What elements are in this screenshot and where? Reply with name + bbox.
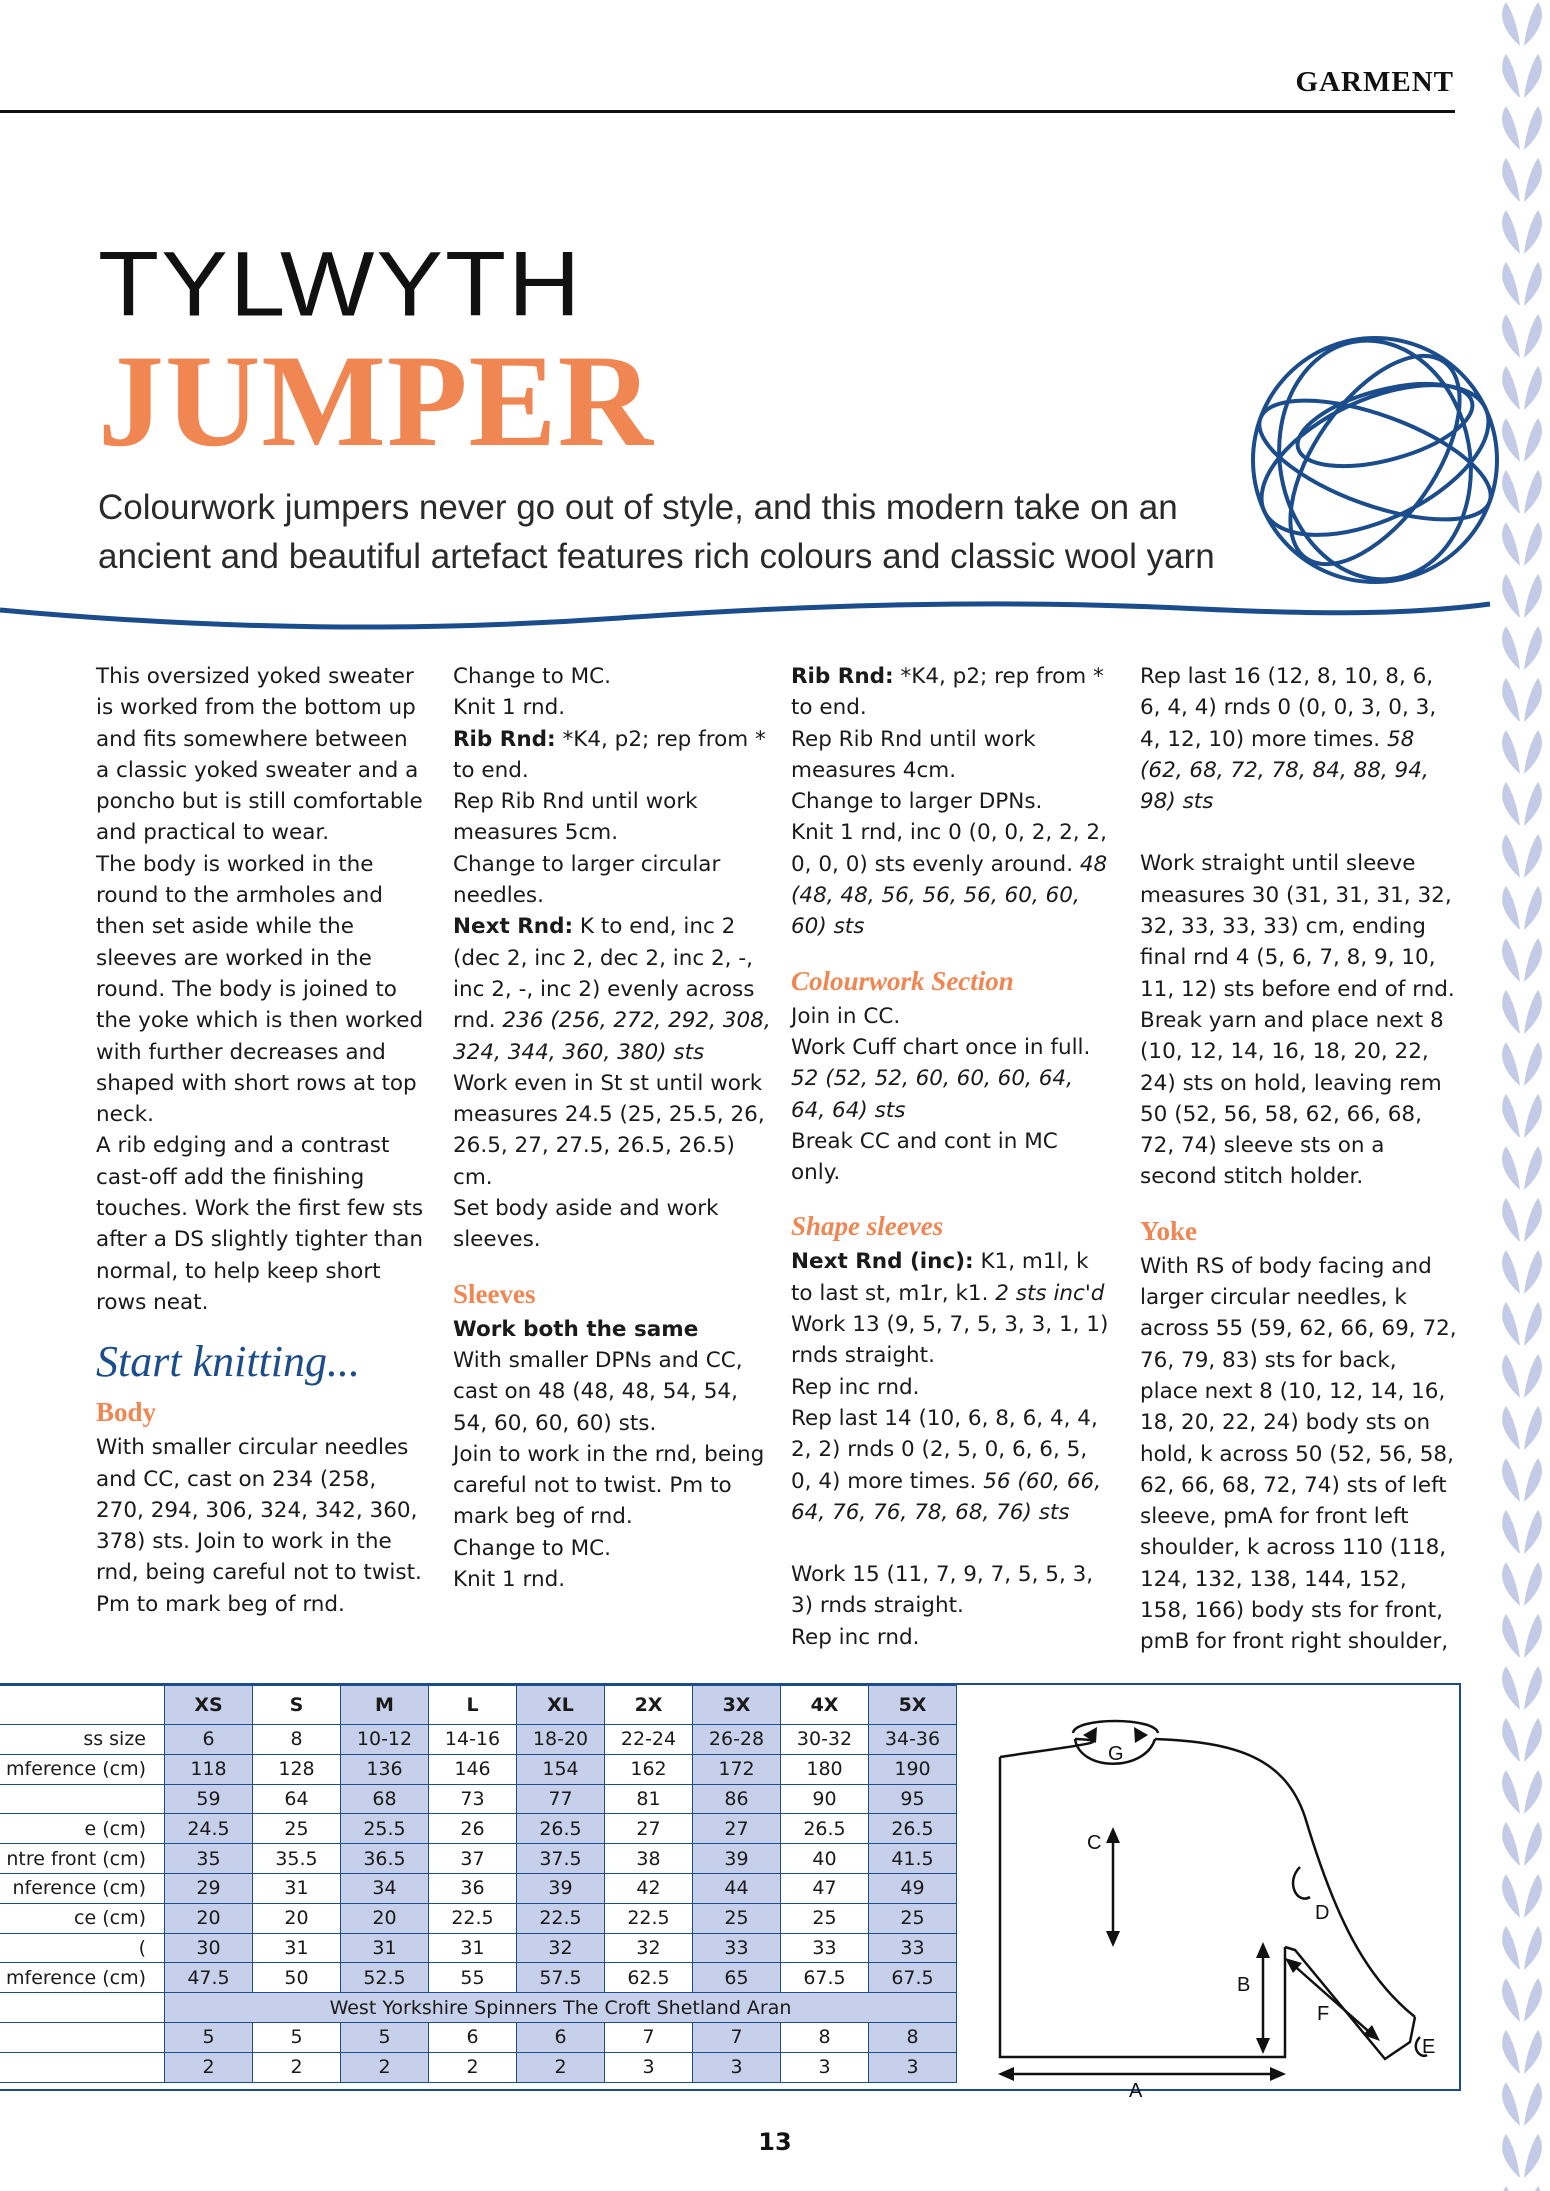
arrowhead-b-top: [1256, 1942, 1270, 1958]
sleeves-rib-label: Rib Rnd:: [791, 664, 894, 689]
standfirst-line-2: ancient and beautiful artefact features rich colours and classic wool yarn: [98, 537, 1215, 576]
standfirst-line-1: Colourwork jumpers never go out of style, and this modern take on an: [98, 488, 1178, 527]
row-label-cell: [0, 1933, 165, 1963]
size-header-row: [0, 1686, 957, 1725]
size-value-cell: 3: [605, 2052, 693, 2082]
row-label-cell: [0, 1725, 165, 1755]
size-value-cell: 31: [341, 1933, 429, 1963]
size-value-cell: 2: [253, 2052, 341, 2082]
column-1: [96, 661, 426, 1620]
shape-sleeves-rep-last-14-text: Rep last 14 (10, 6, 8, 6, 4, 4, 2, 2) rnds 0 (2, 5, 0, 6, 6, 5, 0, 4) more times.: [791, 1405, 1098, 1494]
size-value-cell: 8: [869, 2022, 957, 2052]
wave-divider: [0, 560, 1490, 640]
size-value-cell: 26.5: [869, 1814, 957, 1844]
size-value-cell: 136: [341, 1754, 429, 1784]
shape-sleeves-break-yarn: Break yarn and place next 8 (10, 12, 14, 16, 18, 20, 22, 24) sts on hold, leaving rem 50 (52, 56, 58, 62, 66, 68, 72, 74) sleeve sts on a second stitch holder.: [1140, 1007, 1444, 1190]
size-value-cell: 52.5: [341, 1963, 429, 1993]
size-value-cell: 38: [605, 1844, 693, 1874]
size-value-cell: 42: [605, 1873, 693, 1903]
sleeves-heading: Sleeves: [453, 1278, 536, 1309]
shape-sleeves-rep-inc-1: Rep inc rnd.: [791, 1374, 920, 1400]
size-value-cell: 2: [341, 2052, 429, 2082]
size-header-cell: S: [253, 1686, 341, 1725]
diagram-label-d: D: [1315, 1902, 1330, 1924]
size-table-row: [0, 1844, 957, 1874]
body-rib-text: *K4, p2; rep from * to end.: [453, 726, 766, 783]
size-value-cell: 31: [253, 1873, 341, 1903]
size-table-row: [0, 1873, 957, 1903]
size-value-cell: 5: [341, 2022, 429, 2052]
size-table-row: [0, 1784, 957, 1814]
size-value-cell: 25: [869, 1903, 957, 1933]
size-value-cell: 6: [517, 2022, 605, 2052]
body-next-label: Next Rnd:: [453, 914, 574, 940]
size-value-cell: 2: [165, 2052, 253, 2082]
size-value-cell: 31: [253, 1933, 341, 1963]
sleeves-rib-rnd: [791, 661, 1111, 724]
sleeves-rep-rib: Rep Rib Rnd until work measures 4cm.: [791, 726, 1036, 783]
diagram-label-c: C: [1087, 1832, 1102, 1854]
row-label-cell: [0, 1754, 165, 1784]
size-value-cell: 33: [869, 1933, 957, 1963]
shape-sleeves-inc: [791, 1246, 1111, 1309]
start-knitting-heading: Start knitting...: [96, 1337, 360, 1387]
size-value-cell: 172: [693, 1754, 781, 1784]
body-rib-rnd: [453, 724, 773, 787]
size-value-cell: 118: [165, 1754, 253, 1784]
shape-sleeves-rep-last-16-count: 58 (62, 68, 72, 78, 84, 88, 94, 98) sts: [1140, 726, 1429, 815]
size-value-cell: 34: [341, 1873, 429, 1903]
size-value-cell: 18-20: [517, 1725, 605, 1755]
sleeves-knit-inc-text: Knit 1 rnd, inc 0 (0, 0, 2, 2, 2, 0, 0, 0) sts evenly around.: [791, 820, 1107, 877]
row-label: mference (cm): [6, 1758, 146, 1781]
size-header-cell: XL: [517, 1686, 605, 1725]
shape-sleeves-rep-last-14: [791, 1403, 1111, 1528]
size-value-cell: 68: [341, 1784, 429, 1814]
arrowhead-b-bottom: [1256, 2038, 1270, 2054]
column-4: [1140, 661, 1460, 1658]
arrowhead-g-right: [1134, 1727, 1148, 1743]
size-value-cell: 162: [605, 1754, 693, 1784]
size-value-cell: 14-16: [429, 1725, 517, 1755]
size-table-row: [0, 1963, 957, 1993]
size-value-cell: 62.5: [605, 1963, 693, 1993]
size-value-cell: 27: [605, 1814, 693, 1844]
garment-schematic: [965, 1687, 1459, 2102]
colourwork-join: Join in CC.: [791, 1003, 901, 1029]
size-value-cell: 44: [693, 1873, 781, 1903]
size-value-cell: 31: [429, 1933, 517, 1963]
size-value-cell: 2: [517, 2052, 605, 2082]
body-knit-rnd: Knit 1 rnd.: [453, 695, 566, 721]
size-value-cell: 90: [781, 1784, 869, 1814]
size-value-cell: 154: [517, 1754, 605, 1784]
title-line-2: JUMPER: [98, 327, 654, 474]
body-change-needles: Change to larger circular needles.: [453, 851, 721, 909]
yoke-paragraph: With RS of body facing and larger circular needles, k across 55 (59, 62, 66, 69, 72, 76, 79, 83) sts for back, place next 8 (10, 12, 14, 16, 18, 20, 22, 24) body sts on hold, k across 50 (52, 56, 58, 62, 66, 68, 72, 74) sts of left sleeve, pmA for front left shoulder, k across 110 (118, 124, 132, 138, 144, 152, 158, 166) body sts for front, pmB for front right shoulder,: [1140, 1253, 1457, 1655]
arrowhead-a-left: [998, 2067, 1014, 2081]
colourwork-chart: Work Cuff chart once in full.: [791, 1034, 1091, 1060]
shape-sleeves-work-15: Work 15 (11, 7, 9, 7, 5, 5, 3, 3) rnds straight.: [791, 1562, 1094, 1619]
diagram-label-f: F: [1317, 2003, 1330, 2025]
sleeves-join: Join to work in the rnd, being careful not to twist. Pm to mark beg of rnd.: [453, 1441, 765, 1530]
shape-sleeves-inc-text: K1, m1l, k to last st, m1r, k1.: [791, 1249, 1089, 1306]
colourwork-break: Break CC and cont in MC only.: [791, 1128, 1058, 1186]
size-value-cell: 26-28: [693, 1725, 781, 1755]
size-value-cell: 40: [781, 1844, 869, 1874]
row-label-cell: [0, 1844, 165, 1874]
size-value-cell: 47.5: [165, 1963, 253, 1993]
size-value-cell: 3: [869, 2052, 957, 2082]
body-work-even: Work even in St st until work measures 24.5 (25, 25.5, 26, 26.5, 27, 27.5, 26.5, 26.5) cm.: [453, 1070, 765, 1190]
size-value-cell: 26.5: [517, 1814, 605, 1844]
sleeves-subheading: Work both the same: [453, 1316, 699, 1342]
size-value-cell: 39: [517, 1873, 605, 1903]
intro-paragraph-2: The body is worked in the round to the armholes and then set aside while the sleeves are worked in the round. The body is joined to the yoke which is then worked with further decreases and shaped with short rows at top neck.: [96, 851, 424, 1128]
size-header-cell: L: [429, 1686, 517, 1725]
size-value-cell: 27: [693, 1814, 781, 1844]
size-value-cell: 25.5: [341, 1814, 429, 1844]
shape-sleeves-inc-count: 2 sts inc'd: [995, 1280, 1105, 1306]
row-label-cell: [0, 2052, 165, 2082]
size-header-cell: 5X: [869, 1686, 957, 1725]
size-value-cell: 20: [341, 1903, 429, 1933]
section-label: GARMENT: [1295, 66, 1454, 98]
size-table-row: [0, 2052, 957, 2082]
size-value-cell: 65: [693, 1963, 781, 1993]
size-value-cell: 22-24: [605, 1725, 693, 1755]
size-header-cell: 2X: [605, 1686, 693, 1725]
size-table-row: [0, 1754, 957, 1784]
title-line-1: TYLWYTH: [98, 232, 583, 336]
size-value-cell: 95: [869, 1784, 957, 1814]
size-value-cell: 55: [429, 1963, 517, 1993]
size-value-cell: 50: [253, 1963, 341, 1993]
sleeves-change-mc: Change to MC.: [453, 1535, 611, 1561]
size-value-cell: 64: [253, 1784, 341, 1814]
size-header-cell: XS: [165, 1686, 253, 1725]
diagram-label-b: B: [1237, 1974, 1251, 1996]
size-table-row: [0, 1725, 957, 1755]
size-value-cell: 67.5: [781, 1963, 869, 1993]
yoke-heading: Yoke: [1140, 1215, 1198, 1246]
size-value-cell: 32: [517, 1933, 605, 1963]
size-value-cell: 6: [165, 1725, 253, 1755]
arrowhead-c-top: [1106, 1827, 1120, 1843]
size-value-cell: 5: [253, 2022, 341, 2052]
size-value-cell: 25: [253, 1814, 341, 1844]
size-value-cell: 49: [869, 1873, 957, 1903]
shape-sleeves-work-straight: Work straight until sleeve measures 30 (31, 31, 31, 32, 32, 33, 33, 33) cm, ending final rnd 4 (5, 6, 7, 8, 9, 10, 11, 12) sts before end of rnd.: [1140, 851, 1455, 1002]
size-value-cell: 81: [605, 1784, 693, 1814]
size-value-cell: 59: [165, 1784, 253, 1814]
body-next-text: K to end, inc 2 (dec 2, inc 2, dec 2, inc 2, -, inc 2, -, inc 2) evenly across rnd.: [453, 914, 755, 1034]
size-value-cell: 39: [693, 1844, 781, 1874]
arrowhead-c-bottom: [1106, 1931, 1120, 1947]
row-label: nference (cm): [12, 1877, 146, 1900]
row-label: mference (cm): [6, 1966, 146, 1989]
shape-sleeves-rep-inc-2: Rep inc rnd.: [791, 1624, 920, 1650]
size-value-cell: 20: [165, 1903, 253, 1933]
row-label-cell: [0, 1814, 165, 1844]
size-value-cell: 7: [605, 2022, 693, 2052]
shape-sleeves-work-13: Work 13 (9, 5, 7, 5, 3, 3, 1, 1) rnds straight.: [791, 1312, 1109, 1369]
row-label: ss size: [83, 1728, 146, 1751]
size-value-cell: 37.5: [517, 1844, 605, 1874]
yarn-label-blank: [0, 1993, 165, 2023]
size-value-cell: 6: [429, 2022, 517, 2052]
sleeves-cast-on: With smaller DPNs and CC, cast on 48 (48, 48, 54, 54, 54, 60, 60, 60) sts.: [453, 1347, 743, 1436]
neck-arc-g: [1073, 1721, 1158, 1733]
body-next-rnd: [453, 911, 773, 1067]
size-value-cell: 22.5: [517, 1903, 605, 1933]
size-value-cell: 3: [781, 2052, 869, 2082]
size-value-cell: 73: [429, 1784, 517, 1814]
size-header-blank: [0, 1686, 165, 1725]
body-rep-rib: Rep Rib Rnd until work measures 5cm.: [453, 789, 698, 846]
row-label: ): [138, 1936, 146, 1959]
row-label-cell: [0, 2022, 165, 2052]
size-table: [0, 1685, 957, 2083]
colourwork-count: 52 (52, 52, 60, 60, 60, 64, 64, 64) sts: [791, 1066, 1073, 1123]
shape-sleeves-rep-last-14-count: 56 (60, 66, 64, 76, 76, 78, 68, 76) sts: [791, 1468, 1102, 1525]
size-value-cell: 5: [165, 2022, 253, 2052]
size-header-cell: 4X: [781, 1686, 869, 1725]
size-value-cell: 2: [429, 2052, 517, 2082]
size-value-cell: 25: [693, 1903, 781, 1933]
size-value-cell: 29: [165, 1873, 253, 1903]
sleeves-rib-text: *K4, p2; rep from * to end.: [791, 664, 1104, 721]
row-label: ce (cm): [74, 1907, 146, 1930]
yarn-row: [0, 1993, 957, 2023]
body-rib-label: Rib Rnd:: [453, 726, 556, 752]
body-set-aside: Set body aside and work sleeves.: [453, 1196, 719, 1253]
size-header-cell: M: [341, 1686, 429, 1725]
row-label-cell: [0, 1784, 165, 1814]
size-value-cell: 36.5: [341, 1844, 429, 1874]
page-number: 13: [758, 2128, 792, 2156]
arrow-f: [1290, 1962, 1375, 2037]
size-value-cell: 32: [605, 1933, 693, 1963]
size-value-cell: 30: [165, 1933, 253, 1963]
size-value-cell: 26: [429, 1814, 517, 1844]
size-table-row: [0, 1933, 957, 1963]
arrowhead-a-right: [1270, 2067, 1286, 2081]
body-change-mc: Change to MC.: [453, 664, 611, 689]
size-value-cell: 35.5: [253, 1844, 341, 1874]
size-value-cell: 33: [781, 1933, 869, 1963]
size-value-cell: 25: [781, 1903, 869, 1933]
size-value-cell: 22.5: [605, 1903, 693, 1933]
row-label-cell: [0, 1873, 165, 1903]
size-value-cell: 180: [781, 1754, 869, 1784]
body-heading: Body: [96, 1397, 157, 1428]
size-value-cell: 77: [517, 1784, 605, 1814]
diagram-label-g: G: [1108, 1743, 1124, 1765]
size-value-cell: 7: [693, 2022, 781, 2052]
size-value-cell: 26.5: [781, 1814, 869, 1844]
row-label: e (cm): [84, 1817, 146, 1840]
yarn-name: West Yorkshire Spinners The Croft Shetland Aran: [165, 1993, 957, 2023]
size-value-cell: 35: [165, 1844, 253, 1874]
body-cast-on: With smaller circular needles and CC, cast on 234 (258, 270, 294, 306, 324, 342, 360, 378) sts. Join to work in the rnd, being careful not to twist. Pm to mark beg of rnd.: [96, 1435, 422, 1617]
colourwork-heading: Colourwork Section: [791, 965, 1014, 996]
sleeves-knit-rnd: Knit 1 rnd.: [453, 1567, 566, 1593]
intro-paragraph-1: This oversized yoked sweater is worked from the bottom up and fits somewhere between a classic yoked sweater and a poncho but is still comfortable and practical to wear.: [96, 664, 423, 846]
size-value-cell: 30-32: [781, 1725, 869, 1755]
header-rule: [0, 110, 1455, 113]
size-value-cell: 67.5: [869, 1963, 957, 1993]
size-value-cell: 146: [429, 1754, 517, 1784]
intro-paragraph-3: A rib edging and a contrast cast-off add the finishing touches. Work the first few sts after a DS slightly tighter than normal, to help keep short rows neat.: [96, 1133, 424, 1315]
shape-sleeves-rep-last-16: [1140, 661, 1460, 817]
arrow-d-arc: [1293, 1867, 1310, 1899]
column-2: [453, 661, 773, 1595]
row-label-cell: [0, 1903, 165, 1933]
shape-sleeves-inc-label: Next Rnd (inc):: [791, 1249, 974, 1275]
diagram-label-a: A: [1129, 2080, 1143, 2102]
size-value-cell: 41.5: [869, 1844, 957, 1874]
sleeve-outline: [1285, 1947, 1415, 2059]
size-value-cell: 37: [429, 1844, 517, 1874]
size-table-row: [0, 1903, 957, 1933]
size-table-row: [0, 1814, 957, 1844]
column-3: [791, 661, 1111, 1653]
size-value-cell: 36: [429, 1873, 517, 1903]
size-table-row: [0, 2022, 957, 2052]
size-value-cell: 86: [693, 1784, 781, 1814]
body-outline: [1000, 1757, 1285, 2057]
size-header-cell: 3X: [693, 1686, 781, 1725]
size-value-cell: 3: [693, 2052, 781, 2082]
sleeves-knit-inc: [791, 817, 1111, 942]
sleeves-knit-inc-count: 48 (48, 48, 56, 56, 56, 60, 60, 60) sts: [791, 851, 1108, 940]
size-value-cell: 10-12: [341, 1725, 429, 1755]
shape-sleeves-heading: Shape sleeves: [791, 1211, 944, 1242]
size-value-cell: 8: [253, 1725, 341, 1755]
size-value-cell: 8: [781, 2022, 869, 2052]
row-label: ntre front (cm): [6, 1847, 146, 1870]
size-value-cell: 20: [253, 1903, 341, 1933]
size-value-cell: 57.5: [517, 1963, 605, 1993]
size-value-cell: 22.5: [429, 1903, 517, 1933]
size-value-cell: 128: [253, 1754, 341, 1784]
size-value-cell: 190: [869, 1754, 957, 1784]
diagram-label-e: E: [1422, 2036, 1436, 2058]
size-value-cell: 34-36: [869, 1725, 957, 1755]
sleeves-change-dpns: Change to larger DPNs.: [791, 789, 1043, 815]
size-value-cell: 24.5: [165, 1814, 253, 1844]
size-value-cell: 33: [693, 1933, 781, 1963]
body-next-count: 236 (256, 272, 292, 308, 324, 344, 360, 380) sts: [453, 1008, 771, 1065]
row-label-cell: [0, 1963, 165, 1993]
shape-sleeves-rep-last-16-text: Rep last 16 (12, 8, 10, 8, 6, 6, 4, 4) rnds 0 (0, 0, 3, 0, 3, 4, 12, 10) more times.: [1140, 664, 1437, 752]
size-value-cell: 47: [781, 1873, 869, 1903]
